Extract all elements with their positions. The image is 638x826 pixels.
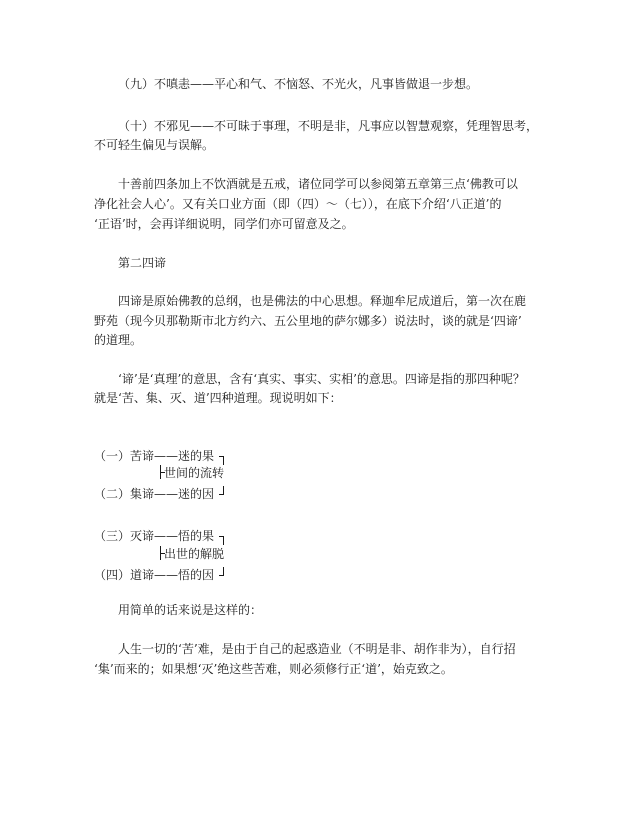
- diagram-item-cessation: （三）灭谛——悟的果: [94, 529, 215, 543]
- paragraph-wrong-view-line1: （十）不邪见——不可昧于事理，不明是非，凡事应以智慧观察，凭理智思考，: [118, 119, 539, 133]
- paragraph-truth-meaning-line2: 就是‘苦、集、灭、道’四种道理。现说明如下：: [94, 391, 342, 405]
- paragraph-simple-words: 用简单的话来说是这样的：: [118, 603, 263, 617]
- paragraph-wrong-view-line2: 不可轻生偏见与误解。: [94, 138, 215, 152]
- diagram-middle-worldly: 世间的流转: [164, 466, 225, 480]
- bracket-top-2: [219, 536, 224, 545]
- paragraph-truth-meaning-line1: ‘谛’是‘真理’的意思，含有‘真实、事实、实相’的意思。四谛是指的那四种呢？: [118, 372, 525, 386]
- diagram-item-origin: （二）集谛——迷的因: [94, 487, 215, 501]
- diagram-item-suffering: （一）苦谛——迷的果: [94, 449, 215, 463]
- paragraph-four-truths-line3: 的道理。: [94, 333, 143, 347]
- paragraph-five-precepts-line3: ‘正语’时，会再详细说明，同学们亦可留意及之。: [94, 217, 354, 231]
- paragraph-four-truths-line2: 野苑（现今贝那勒斯市北方约六、五公里地的萨尔娜多）说法时，谈的就是‘四谛’: [94, 314, 522, 328]
- bracket-bottom-1: [219, 486, 224, 495]
- paragraph-five-precepts-line1: 十善前四条加上不饮酒就是五戒，诸位同学可以参阅第五章第三点‘佛教可以: [118, 177, 518, 191]
- paragraph-five-precepts-line2: 净化社会人心’。又有关口业方面（即（四）～（七）），在底下介绍‘八正道’的: [94, 197, 502, 211]
- diagram-item-path: （四）道谛——悟的因: [94, 568, 215, 582]
- paragraph-summary-line2: ‘集’而来的；如果想‘灭’绝这些苦难，则必须修行正‘道’，始克致之。: [94, 662, 453, 676]
- bracket-top-1: [219, 456, 224, 465]
- paragraph-anger: （九）不嗔恚——平心和气、不恼怒、不光火，凡事皆做退一步想。: [118, 77, 479, 91]
- bracket-bottom-2: [219, 567, 224, 576]
- diagram-middle-liberation: 出世的解脱: [164, 547, 225, 561]
- paragraph-summary-line1: 人生一切的‘苦’难，是由于自己的起惑造业（不明是非、胡作非为），自行招: [118, 642, 516, 656]
- section-heading-four-truths: 第二四谛: [118, 256, 167, 270]
- paragraph-four-truths-line1: 四谛是原始佛教的总纲，也是佛法的中心思想。释迦牟尼成道后，第一次在鹿: [118, 294, 527, 308]
